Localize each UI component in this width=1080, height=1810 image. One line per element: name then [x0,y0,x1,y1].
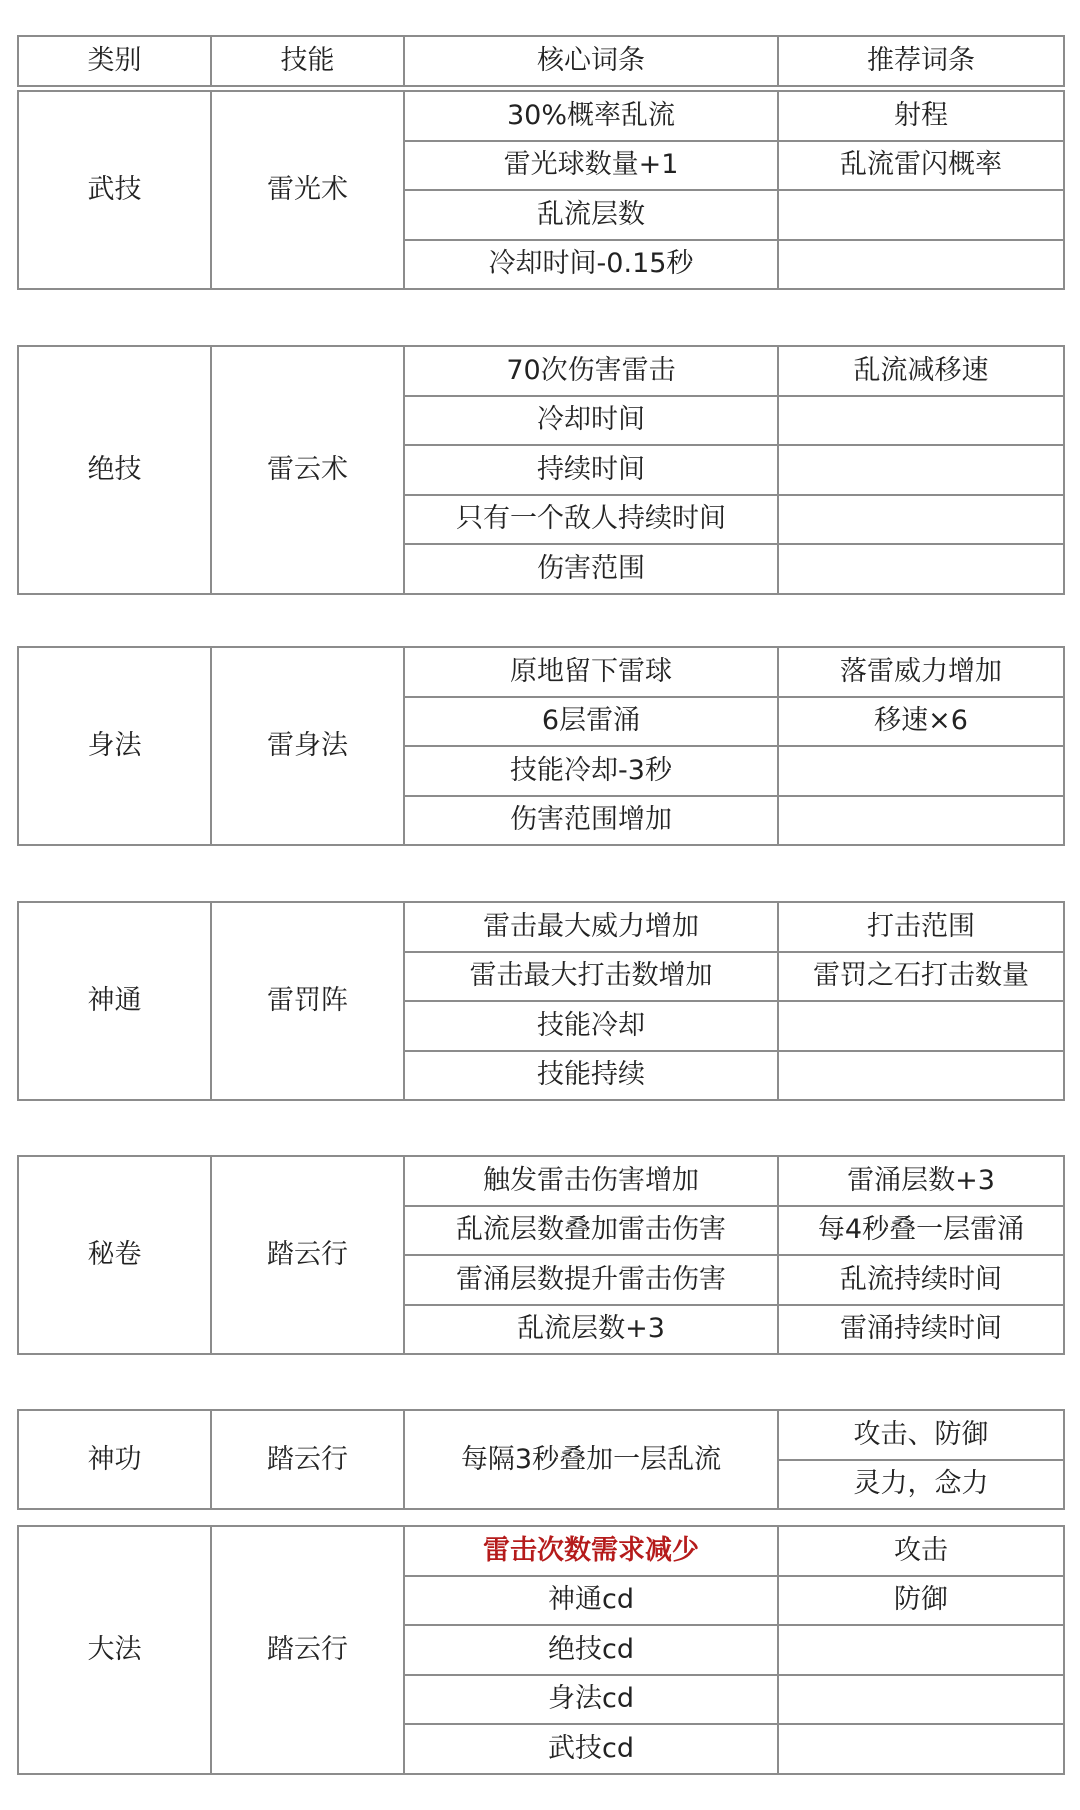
core-affix-cell: 武技cd [404,1724,778,1774]
category-cell: 绝技 [18,346,211,594]
core-affix-cell: 原地留下雷球 [404,647,778,697]
table-row [18,1410,1064,1460]
recommended-affix-cell: 落雷威力增加 [778,647,1064,697]
recommended-affix-cell: 乱流减移速 [778,346,1064,396]
core-affix-cell: 70次伤害雷击 [404,346,778,396]
skill-block [17,646,1065,846]
recommended-affix-cell: 防御 [778,1576,1064,1626]
recommended-affix-cell: 射程 [778,91,1064,141]
table-row [18,91,1064,141]
skill-cell: 雷光术 [211,91,404,289]
header-recommended-affix: 推荐词条 [778,36,1064,86]
recommended-affix-cell [778,1724,1064,1774]
core-affix-cell: 30%概率乱流 [404,91,778,141]
skill-block [17,1155,1065,1355]
recommended-affix-cell [778,240,1064,290]
core-affix-cell: 伤害范围 [404,544,778,594]
recommended-affix-cell: 移速×6 [778,697,1064,747]
skill-cell: 雷身法 [211,647,404,845]
recommended-affix-cell: 雷涌持续时间 [778,1305,1064,1355]
core-affix-cell: 冷却时间 [404,396,778,446]
core-affix-cell: 伤害范围增加 [404,796,778,846]
core-affix-cell: 绝技cd [404,1625,778,1675]
core-affix-cell: 雷击最大打击数增加 [404,952,778,1002]
recommended-affix-cell [778,190,1064,240]
header-core-affix: 核心词条 [404,36,778,86]
recommended-affix-cell [778,396,1064,446]
recommended-affix-cell: 雷罚之石打击数量 [778,952,1064,1002]
recommended-affix-cell [778,746,1064,796]
skill-cell: 踏云行 [211,1156,404,1354]
category-cell: 身法 [18,647,211,845]
skill-block [17,1525,1065,1775]
skill-block [17,90,1065,290]
recommended-affix-cell: 打击范围 [778,902,1064,952]
core-affix-cell-highlighted: 雷击次数需求减少 [404,1526,778,1576]
core-affix-cell: 只有一个敌人持续时间 [404,495,778,545]
table-row [18,1156,1064,1206]
skill-cell: 踏云行 [211,1526,404,1774]
recommended-affix-cell [778,495,1064,545]
header-row [18,36,1064,86]
category-cell: 神功 [18,1410,211,1509]
core-affix-cell: 雷光球数量+1 [404,141,778,191]
skill-cell: 雷罚阵 [211,902,404,1100]
recommended-affix-cell: 每4秒叠一层雷涌 [778,1206,1064,1256]
skill-block [17,901,1065,1101]
table-header [17,35,1065,87]
recommended-affix-cell: 雷涌层数+3 [778,1156,1064,1206]
skill-cell: 踏云行 [211,1410,404,1509]
core-affix-cell: 技能持续 [404,1051,778,1101]
core-affix-cell: 每隔3秒叠加一层乱流 [404,1410,778,1509]
skill-block [17,1409,1065,1510]
skill-cell: 雷云术 [211,346,404,594]
core-affix-cell: 身法cd [404,1675,778,1725]
core-affix-cell: 技能冷却-3秒 [404,746,778,796]
category-cell: 秘卷 [18,1156,211,1354]
recommended-affix-cell: 灵力，念力 [778,1460,1064,1510]
core-affix-cell: 冷却时间-0.15秒 [404,240,778,290]
core-affix-cell: 乱流层数+3 [404,1305,778,1355]
category-cell: 神通 [18,902,211,1100]
core-affix-cell: 雷涌层数提升雷击伤害 [404,1255,778,1305]
header-category: 类别 [18,36,211,86]
recommended-affix-cell: 乱流雷闪概率 [778,141,1064,191]
recommended-affix-cell [778,445,1064,495]
core-affix-cell: 6层雷涌 [404,697,778,747]
table-row [18,346,1064,396]
recommended-affix-cell [778,1675,1064,1725]
recommended-affix-cell: 乱流持续时间 [778,1255,1064,1305]
table-row [18,647,1064,697]
core-affix-cell: 触发雷击伤害增加 [404,1156,778,1206]
recommended-affix-cell [778,544,1064,594]
recommended-affix-cell [778,796,1064,846]
core-affix-cell: 乱流层数 [404,190,778,240]
recommended-affix-cell [778,1001,1064,1051]
table-row [18,1526,1064,1576]
recommended-affix-cell [778,1625,1064,1675]
table-row [18,902,1064,952]
header-skill: 技能 [211,36,404,86]
core-affix-cell: 雷击最大威力增加 [404,902,778,952]
category-cell: 武技 [18,91,211,289]
core-affix-cell: 持续时间 [404,445,778,495]
core-affix-cell: 乱流层数叠加雷击伤害 [404,1206,778,1256]
category-cell: 大法 [18,1526,211,1774]
core-affix-cell: 技能冷却 [404,1001,778,1051]
skill-block [17,345,1065,595]
recommended-affix-cell [778,1051,1064,1101]
core-affix-cell: 神通cd [404,1576,778,1626]
recommended-affix-cell: 攻击、防御 [778,1410,1064,1460]
recommended-affix-cell: 攻击 [778,1526,1064,1576]
